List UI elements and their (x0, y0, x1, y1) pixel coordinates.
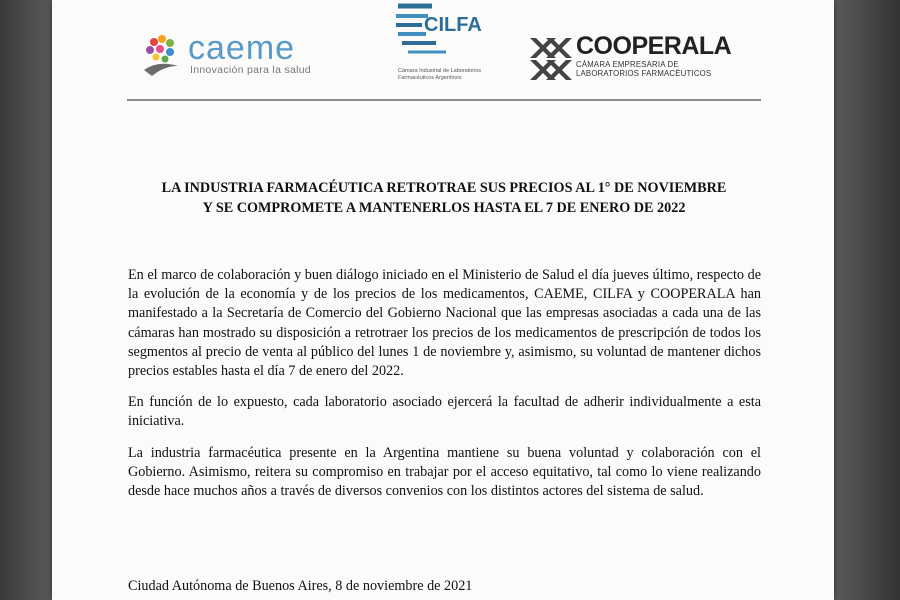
press-release-title (122, 178, 766, 218)
cooperala-wordmark: COOPERALA (576, 32, 732, 60)
cilfa-subtitle-line2: Farmacéuticos Argentinos (398, 75, 462, 81)
cilfa-subtitle-line1: Cámara Industrial de Laboratorios (398, 68, 482, 74)
document-page (52, 0, 834, 600)
left-frame (0, 0, 52, 600)
cooperala-cross-icon (528, 36, 574, 82)
paragraph-2: En función de lo expuesto, cada laboratorio asociado ejercerá la facultad de adherir individualmente a esta iniciativa. (128, 394, 761, 430)
cooperala-subtitle-line2: LABORATORIOS FARMACÉUTICOS (576, 69, 712, 78)
cooperala-subtitle (576, 60, 711, 78)
paragraph-1: En el marco de colaboración y buen diálogo iniciado en el Ministerio de Salud el día jueves último, respecto de la evolución de la economía y de los precios de los medicamentos, CAEME, CILFA y COOPERALA han manifestado a la Secretaría de Comercio del Gobierno Nacional que las empresas asociadas a cada una de las cámaras han mostrado su disposición a retrotraer los precios de los medicamentos de prescripción de todos los segmentos al precio de venta al público del lunes 1 de noviembre y, asimismo, su voluntad de mantener dichos precios estables hasta el día 7 de enero del 2022. (128, 267, 761, 380)
paragraph-3: La industria farmacéutica presente en la Argentina mantiene su buena voluntad y colaboración con el Gobierno. Asimismo, reitera su compromiso en trabajar por el acceso equitativo, tal como lo viene realizando desde hace muchos años a través de diversos convenios con los distintos actores del sistema de salud. (128, 444, 761, 500)
caeme-tagline: Innovación para la salud (190, 64, 312, 76)
cilfa-subtitle (398, 68, 508, 82)
body-text (128, 266, 761, 513)
cooperala-logo (528, 32, 768, 88)
cilfa-logo (392, 0, 512, 88)
title-line-1: LA INDUSTRIA FARMACÉUTICA RETROTRAE SUS PRECIOS AL 1° DE NOVIEMBRE (161, 180, 727, 196)
cooperala-subtitle-line1: CÁMARA EMPRESARIA DE (576, 60, 679, 69)
caeme-flower-icon (140, 32, 184, 82)
place-and-date: Ciudad Autónoma de Buenos Aires, 8 de noviembre de 2021 (128, 578, 473, 594)
right-frame (834, 0, 900, 600)
title-line-2: Y SE COMPROMETE A MANTENERLOS HASTA EL 7 DE ENERO DE 2022 (202, 200, 686, 216)
header-divider (127, 99, 761, 101)
caeme-logo (140, 30, 340, 85)
caeme-wordmark: caeme (188, 29, 296, 67)
cilfa-wordmark: CILFA (424, 14, 482, 36)
